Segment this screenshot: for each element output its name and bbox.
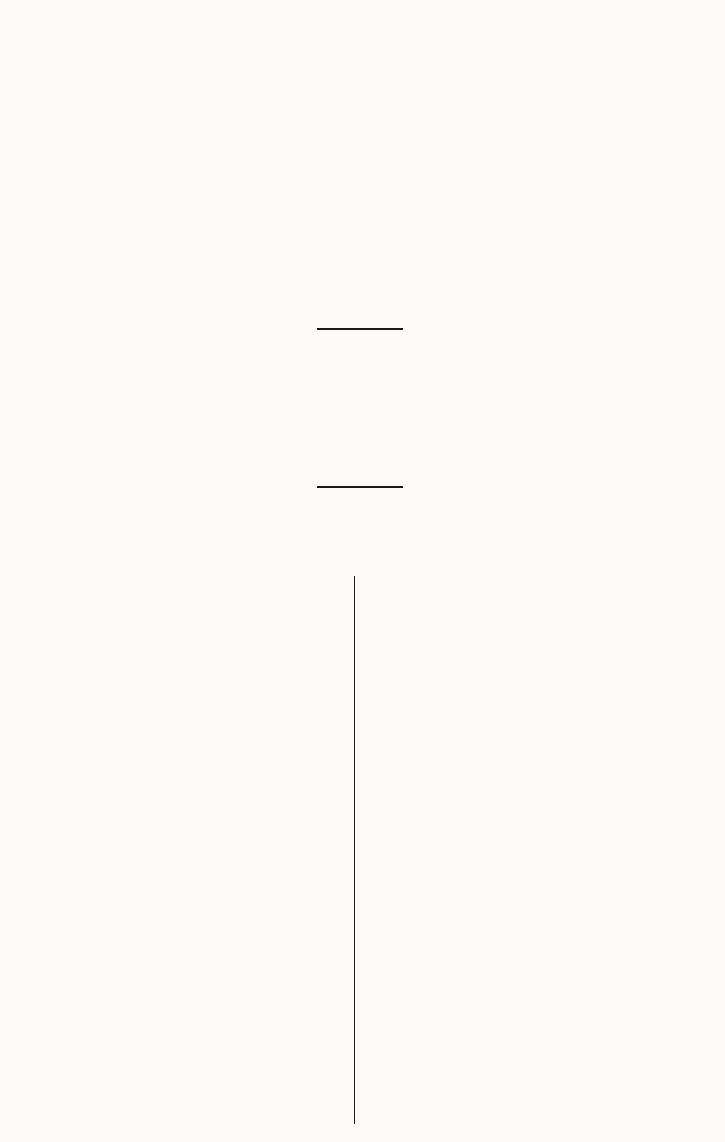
rule-line [317,328,403,330]
rule-line [317,486,403,488]
separator-1 [30,328,690,330]
page-header [0,52,725,76]
column-divider [354,576,355,1124]
separator-2 [30,486,690,488]
mesas-header [30,499,690,505]
